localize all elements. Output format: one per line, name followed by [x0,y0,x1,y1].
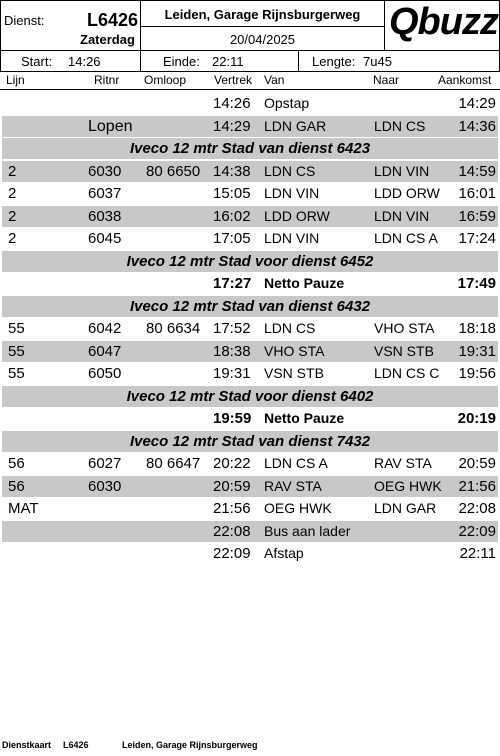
trip-row [2,116,498,137]
arrival-time: 22:11 [459,545,496,562]
column-header-naar: Naar [373,73,400,87]
from-stop: RAV STA [264,477,322,494]
trip-row [2,453,498,474]
departure-time: 22:09 [213,545,251,562]
to-stop: VHO STA [374,320,435,336]
arrival-time: 14:59 [458,162,496,180]
to-stop: LDN CS C [374,365,440,381]
date-label: 20/04/2025 [229,32,296,47]
trip-number: 6047 [88,342,122,360]
vehicle-heading-row [2,251,498,272]
start-value: 14:26 [68,54,101,69]
arrival-time: 14:36 [458,117,496,135]
einde-label: Einde: [163,54,200,69]
trip-row [2,228,498,249]
column-header-vertrek: Vertrek [214,73,253,87]
departure-time: 15:05 [213,185,251,202]
from-stop: LDN CS [264,320,316,336]
departure-time: 17:52 [213,320,251,337]
block-number: 80 6650 [146,162,201,180]
vehicle-heading: Iveco 12 mtr Stad van dienst 6423 [129,140,371,157]
line-number: 55 [8,342,25,360]
footer-location: Leiden, Garage Rijnsburgerweg [122,740,258,750]
trip-number: 6042 [88,320,122,337]
footer-label: Dienstkaart [2,740,52,750]
column-header-omloop: Omloop [144,73,187,87]
pause-row [2,408,498,429]
departure-time: 14:26 [213,95,251,112]
line-number: 55 [8,320,25,337]
pause-row [2,273,498,294]
block-number: 80 6634 [146,320,201,337]
trip-number: 6045 [88,230,122,247]
from-stop: LDN VIN [264,230,320,246]
vehicle-heading-row [2,386,498,407]
vehicle-heading-row [2,431,498,452]
arrival-time: 19:31 [458,342,496,360]
line-number: 2 [8,185,17,202]
trip-row [2,318,498,339]
line-number: 55 [8,365,25,382]
pause-start: 17:27 [213,275,252,292]
departure-time: 14:38 [213,162,251,180]
trip-row [2,93,498,114]
departure-time: 22:08 [213,522,251,540]
divider [140,50,141,72]
trip-row [2,543,498,564]
pause-start: 19:59 [213,410,252,427]
lengte-label: Lengte: [312,54,356,69]
from-stop: Bus aan lader [264,522,351,539]
pause-end: 17:49 [457,275,496,292]
departure-time: 18:38 [213,342,251,360]
lengte-value: 7u45 [363,54,392,69]
column-header-aankomst: Aankomst [438,73,492,87]
footer-code: L6426 [63,740,89,750]
departure-time: 20:22 [213,455,251,472]
vehicle-heading: Iveco 12 mtr Stad van dienst 7432 [129,432,371,450]
trip-row [2,363,498,384]
arrival-time: 18:18 [458,320,496,337]
arrival-time: 22:09 [458,522,496,540]
vehicle-heading: Iveco 12 mtr Stad voor dienst 6452 [126,252,374,270]
start-label: Start: [21,54,53,69]
from-stop: Opstap [264,95,310,111]
to-stop: VSN STB [374,342,434,359]
column-header-ritnr: Ritnr [94,73,120,87]
trip-number: 6038 [88,207,122,225]
arrival-time: 19:56 [458,365,496,382]
from-stop: LDN CS [264,162,316,179]
location-title: Leiden, Garage Rijnsburgerweg [164,7,361,22]
from-stop: LDN CS A [264,455,328,471]
trip-number: 6030 [88,162,122,180]
trip-row [2,206,498,227]
vehicle-heading: Iveco 12 mtr Stad van dienst 6432 [129,297,371,315]
day-label: Zaterdag [80,32,135,47]
arrival-time: 16:59 [458,207,496,225]
from-stop: OEG HWK [264,500,332,516]
to-stop: RAV STA [374,455,432,471]
departure-time: 21:56 [213,500,251,517]
to-stop: LDN GAR [374,500,437,516]
pause-label: Netto Pauze [264,275,345,291]
footer [0,740,500,754]
vehicle-heading-row [2,296,498,317]
trip-number: Lopen [88,117,133,135]
trip-row [2,183,498,204]
dienst-code: L6426 [87,10,139,30]
column-header-lijn: Lijn [6,73,25,87]
line-number: 2 [8,230,17,247]
trip-row [2,476,498,497]
line-number: 56 [8,477,25,495]
to-stop: OEG HWK [374,477,442,494]
pause-end: 20:19 [457,410,496,427]
departure-time: 19:31 [213,365,251,382]
line-number: MAT [8,500,39,517]
to-stop: LDN VIN [374,162,430,179]
einde-value: 22:11 [212,54,244,69]
divider [298,50,299,72]
dienst-label: Dienst: [4,13,45,28]
to-stop: LDN CS [374,117,426,134]
trip-row [2,521,498,542]
trip-number: 6050 [88,365,122,382]
departure-time: 17:05 [213,230,251,247]
column-header-van: Van [264,73,285,87]
block-number: 80 6647 [146,455,201,472]
arrival-time: 21:56 [458,477,496,495]
from-stop: LDN GAR [264,117,327,134]
arrival-time: 22:08 [458,500,496,517]
trip-row [2,161,498,182]
vehicle-heading-row [2,138,498,159]
vehicle-heading: Iveco 12 mtr Stad voor dienst 6402 [126,387,374,405]
trip-row [2,341,498,362]
departure-time: 20:59 [213,477,251,495]
arrival-time: 16:01 [458,185,496,202]
line-number: 2 [8,207,17,225]
to-stop: LDN CS A [374,230,438,246]
arrival-time: 14:29 [458,95,496,112]
divider [140,26,385,27]
arrival-time: 17:24 [458,230,496,247]
column-headers [0,73,500,90]
line-number: 56 [8,455,25,472]
from-stop: Afstap [264,545,304,561]
from-stop: LDN VIN [264,185,320,201]
trip-number: 6037 [88,185,122,202]
pause-label: Netto Pauze [264,410,345,426]
trip-number: 6027 [88,455,122,472]
to-stop: LDN VIN [374,207,430,224]
trip-row [2,498,498,519]
departure-time: 14:29 [213,117,251,135]
from-stop: VHO STA [264,342,325,359]
departure-time: 16:02 [213,207,251,225]
line-number: 2 [8,162,17,180]
qbuzz-logo: Qbuzz [389,1,498,43]
from-stop: VSN STB [264,365,324,381]
trip-number: 6030 [88,477,122,495]
from-stop: LDD ORW [264,207,330,224]
to-stop: LDD ORW [374,185,440,201]
arrival-time: 20:59 [458,455,496,472]
